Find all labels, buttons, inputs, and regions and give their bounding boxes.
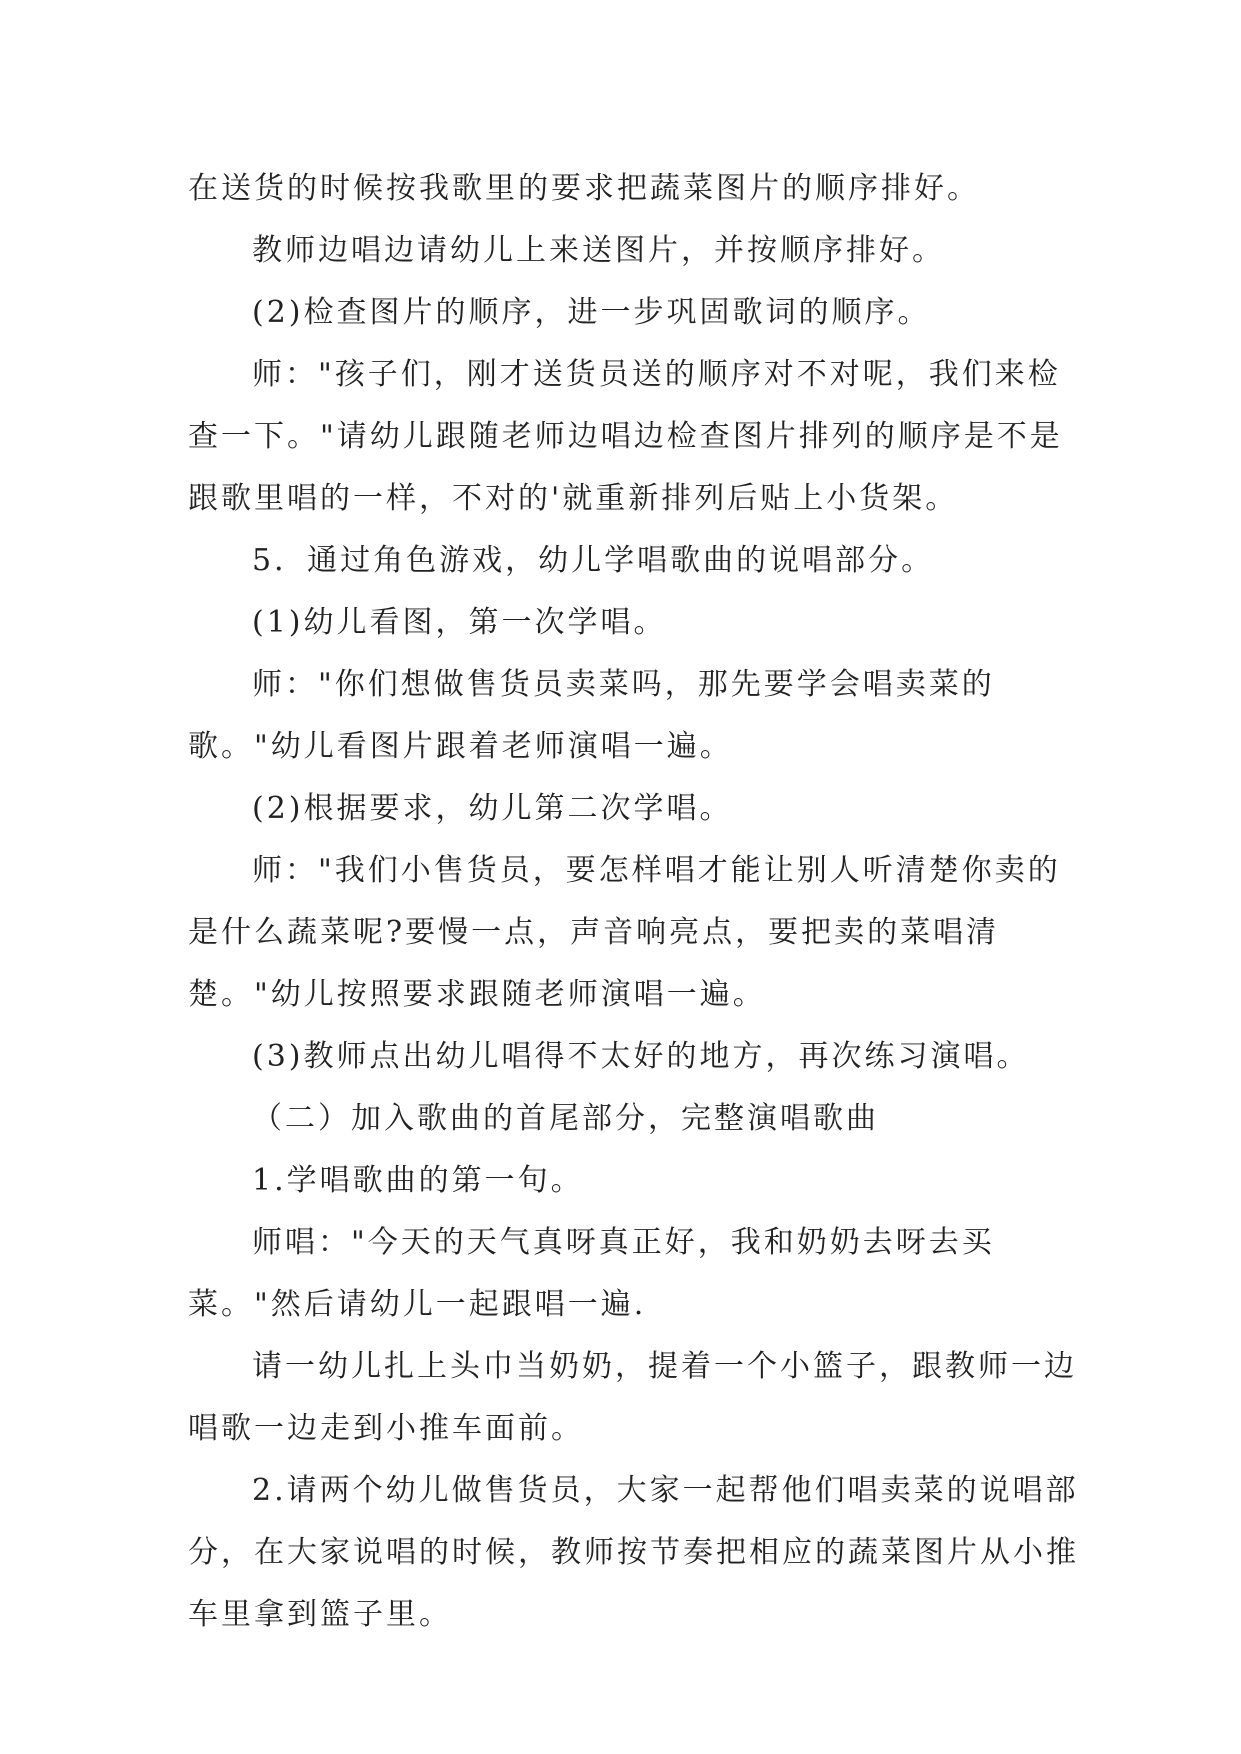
paragraph: 1.学唱歌曲的第一句。 (252, 1163, 584, 1198)
paragraph: (1)幼儿看图，第一次学唱。 (252, 605, 667, 640)
paragraph: 师："你们想做售货员卖菜吗，那先要学会唱卖菜的歌。"幼儿看图片跟着老师演唱一遍。 (188, 667, 995, 764)
paragraph: 5．通过角色游戏，幼儿学唱歌曲的说唱部分。 (252, 543, 935, 578)
paragraph: 2.请两个幼儿做售货员，大家一起帮他们唱卖菜的说唱部分，在大家说唱的时候，教师按节奏把相应的蔬菜图片从小推车里拿到篮子里。 (188, 1473, 1079, 1632)
paragraph: (2)根据要求，幼儿第二次学唱。 (252, 791, 733, 826)
paragraph: 请一幼儿扎上头巾当奶奶，提着一个小篮子，跟教师一边唱歌一边走到小推车面前。 (188, 1349, 1077, 1446)
paragraph: 师："孩子们，刚才送货员送的顺序对不对呢，我们来检查一下。"请幼儿跟随老师边唱边检查图片排列的顺序是不是跟歌里唱的一样，不对的'就重新排列后贴上小货架。 (188, 357, 1063, 516)
paragraph: 师："我们小售货员，要怎样唱才能让别人听清楚你卖的是什么蔬菜呢?要慢一点，声音响亮点，要把卖的菜唱清楚。"幼儿按照要求跟随老师演唱一遍。 (188, 853, 1061, 1012)
paragraph: 教师边唱边请幼儿上来送图片，并按顺序排好。 (252, 233, 945, 268)
paragraph: (2)检查图片的顺序，进一步巩固歌词的顺序。 (252, 295, 931, 330)
paragraph-continuation: 在送货的时候按我歌里的要求把蔬菜图片的顺序排好。 (188, 171, 980, 206)
paragraph: 师唱："今天的天气真呀真正好，我和奶奶去呀去买菜。"然后请幼儿一起跟唱一遍. (188, 1225, 995, 1322)
body-text (188, 158, 1088, 1646)
paragraph: (3)教师点出幼儿唱得不太好的地方，再次练习演唱。 (252, 1039, 1030, 1074)
section-heading: （二）加入歌曲的首尾部分，完整演唱歌曲 (252, 1101, 879, 1136)
